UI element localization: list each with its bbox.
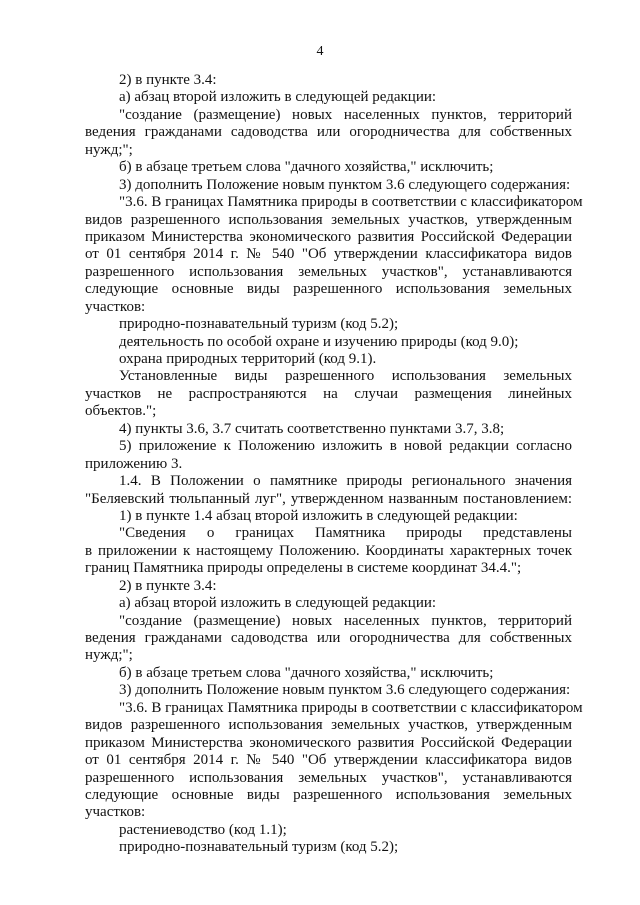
text-line: ведения гражданами садоводства или огородничества для собственных (85, 124, 572, 141)
text-line: "Сведения о границах Памятника природы представлены (119, 525, 572, 542)
text-line: приказом Министерства экономического развития Российской Федерации (85, 734, 572, 751)
text-line: природно-познавательный туризм (код 5.2); (119, 316, 399, 333)
text-line: деятельность по особой охране и изучению природы (код 9.0); (119, 333, 519, 350)
text-line: 4) пункты 3.6, 3.7 считать соответственно пунктами 3.7, 3.8; (119, 420, 505, 437)
text-line: 3) дополнить Положение новым пунктом 3.6 следующего содержания: (119, 682, 571, 699)
text-line: 2) в пункте 3.4: (119, 72, 217, 88)
text-line: участков не распространяются на случаи размещения линейных (85, 385, 572, 402)
text-line: Установленные виды разрешенного использования земельных (119, 368, 572, 385)
text-line: 1.4. В Положении о памятнике природы регионального значения (119, 473, 572, 490)
text-line: участков: (85, 298, 146, 315)
text-line: природно-познавательный туризм (код 5.2); (119, 839, 399, 856)
text-line: следующие основные виды разрешенного использования земельных (85, 281, 572, 298)
text-line: "создание (размещение) новых населенных пунктов, территорий (119, 106, 572, 123)
text-line: следующие основные виды разрешенного использования земельных (85, 786, 572, 803)
text-line: растениеводство (код 1.1); (119, 821, 287, 838)
text-line: а) абзац второй изложить в следующей редакции: (119, 595, 437, 612)
text-line: приказом Министерства экономического развития Российской Федерации (85, 228, 572, 245)
text-line: а) абзац второй изложить в следующей редакции: (119, 89, 437, 106)
text-line: б) в абзаце третьем слова "дачного хозяйства," исключить; (119, 159, 494, 176)
text-line: объектов."; (85, 403, 157, 420)
text-line: "3.6. В границах Памятника природы в соответствии с классификатором (119, 194, 583, 211)
text-line: "Беляевский тюльпанный луг", утвержденном названным постановлением: (85, 490, 572, 507)
text-line: 1) в пункте 1.4 абзац второй изложить в следующей редакции: (119, 507, 518, 524)
text-line: 3) дополнить Положение новым пунктом 3.6 следующего содержания: (119, 176, 571, 193)
text-line: от 01 сентября 2014 г. № 540 "Об утверждении классификатора видов (85, 752, 572, 769)
text-line: участков: (85, 804, 146, 821)
text-line: ведения гражданами садоводства или огородничества для собственных (85, 630, 572, 646)
text-line: нужд;"; (85, 141, 133, 158)
text-line: охрана природных территорий (код 9.1). (119, 351, 377, 367)
text-line: видов разрешенного использования земельных участков, утвержденным (85, 717, 572, 734)
page-number: 4 (316, 44, 324, 59)
text-line: видов разрешенного использования земельных участков, утвержденным (85, 211, 572, 228)
text-line: разрешенного использования земельных участков", устанавливаются (85, 263, 572, 280)
text-line: приложению 3. (85, 455, 183, 472)
text-line: 5) приложение к Положению изложить в новой редакции согласно (119, 438, 572, 455)
text-line: границ Памятника природы определены в системе координат 34.4."; (85, 560, 522, 577)
text-line: 2) в пункте 3.4: (119, 577, 217, 594)
text-line: в приложении к настоящему Положению. Координаты характерных точек (85, 542, 572, 559)
text-line: нужд;"; (85, 647, 133, 664)
text-line: б) в абзаце третьем слова "дачного хозяйства," исключить; (119, 664, 494, 681)
text-line: разрешенного использования земельных участков", устанавливаются (85, 769, 572, 786)
document-body (85, 72, 583, 857)
text-line: от 01 сентября 2014 г. № 540 "Об утверждении классификатора видов (85, 246, 572, 263)
text-line: "создание (размещение) новых населенных пунктов, территорий (119, 612, 572, 629)
text-line: "3.6. В границах Памятника природы в соответствии с классификатором (119, 699, 583, 716)
